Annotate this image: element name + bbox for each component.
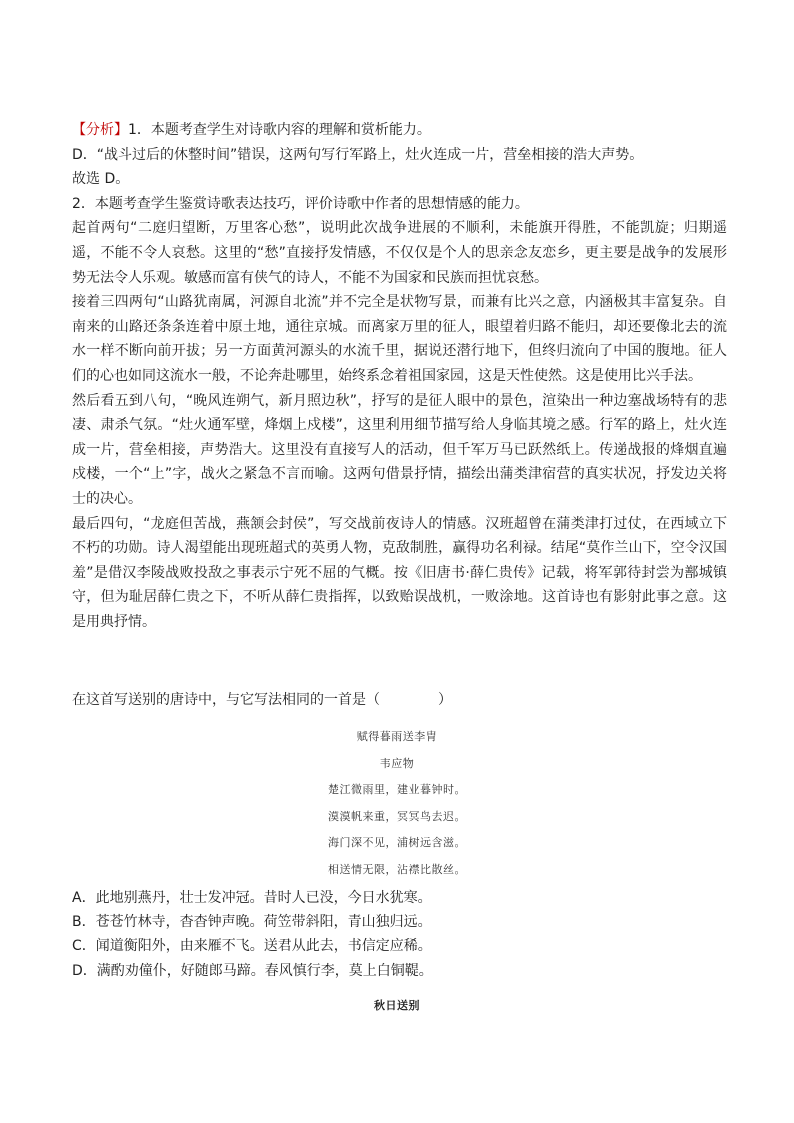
poem-line: 漠漠帆来重，冥冥鸟去迟。	[328, 809, 466, 823]
analysis-tag: 【分析】	[72, 122, 128, 138]
poem-line: 相送情无限，沾襟比散丝。	[328, 862, 466, 876]
question-stem: 在这首写送别的唐诗中，与它写法相同的一首是（ ）	[72, 692, 452, 708]
analysis-paragraph-3: 然后看五到八句，“晚风连朔气，新月照边秋”，抒写的是征人眼中的景色，渲染出一种边塞战场特有的悲凄、肃杀气氛。“灶火通军壁，烽烟上戍楼”，这里利用细节描写给人身临其境之感。行军的路上，灶火连成一片，营垒相接，声势浩大。这里没有直接写人的活动，但千军万马已跃然纸上。传递战报的烽烟直遍戍楼，一个“上”字，战火之紧急不言而喻。这两句借景抒情，描绘出蒲类津宿营的真实状况，抒发边关将士的决心。	[72, 392, 727, 507]
analysis-line-3: 故选 D。	[72, 171, 130, 188]
option-c: C．闻道衡阳外，由来雁不飞。送君从此去，书信定应稀。	[72, 938, 432, 955]
poem-line: 楚江微雨里，建业暮钟时。	[328, 783, 466, 796]
next-poem-title: 秋日送别	[374, 999, 420, 1012]
analysis-line-4: 2．本题考查学生鉴赏诗歌表达技巧，评价诗歌中作者的思想情感的能力。	[72, 195, 529, 212]
poem-title: 赋得暮雨送李胄	[356, 730, 438, 743]
poem-line: 海门深不见，浦树远含滋。	[328, 836, 466, 849]
option-a: A．此地别燕丹，壮士发冲冠。昔时人已没，今日水犹寒。	[72, 890, 432, 906]
poem-author: 韦应物	[379, 756, 415, 770]
analysis-paragraph-1: 起首两句“二庭归望断，万里客心愁”，说明此次战争进展的不顺利，未能旗开得胜，不能凯旋；归期遥遥，不能不令人哀愁。这里的“愁”直接抒发情感，不仅仅是个人的思亲念友恋乡，更主要是战争的发展形势无法令人乐观。敏感而富有侠气的诗人，不能不为国家和民族而担忧哀愁。	[72, 220, 727, 286]
analysis-section	[72, 118, 727, 634]
poem-block	[0, 724, 794, 883]
analysis-line-2: D．“战斗过后的休整时间”错误，这两句写行军路上，灶火连成一片，营垒相接的浩大声势。	[72, 146, 644, 163]
option-b: B．苍苍竹林寺，杳杳钟声晚。荷笠带斜阳，青山独归远。	[72, 914, 432, 931]
analysis-line-1: 【分析】1．本题考查学生对诗歌内容的理解和赏析能力。	[72, 122, 431, 138]
analysis-paragraph-2: 接着三四两句“山路犹南属，河源自北流”并不完全是状物写景，而兼有比兴之意，内涵极其丰富复杂。自南来的山路还条条连着中原土地，通往京城。而离家万里的征人，眼望着归路不能归，却还要像北去的流水一样不断向前开拔；另一方面黄河源头的水流千里，据说还潜行地下，但终归流向了中国的腹地。征人们的心也如同这流水一般，不论奔赴哪里，始终系念着祖国家园，这是天性使然。这是使用比兴手法。	[72, 294, 727, 384]
analysis-paragraph-4: 最后四句，“龙庭但苦战，燕颔会封侯”，写交战前夜诗人的情感。汉班超曾在蒲类津打过仗，在西域立下不朽的功勋。诗人渴望能出现班超式的英勇人物，克敌制胜，赢得功名利禄。结尾“莫作兰山下，空令汉国羞”是借汉李陵战败投敌之事表示宁死不屈的气概。按《旧唐书·薛仁贵传》记载，将军郭待封尝为鄯城镇守，但为耻居薛仁贵之下，不听从薛仁贵指挥，以致贻误战机，一败涂地。这首诗也有影射此事之意。这是用典抒情。	[72, 515, 727, 630]
option-d: D．满酌劝僮仆，好随郎马蹄。春风慎行李，莫上白铜鞮。	[72, 962, 433, 979]
answer-options	[72, 886, 727, 983]
